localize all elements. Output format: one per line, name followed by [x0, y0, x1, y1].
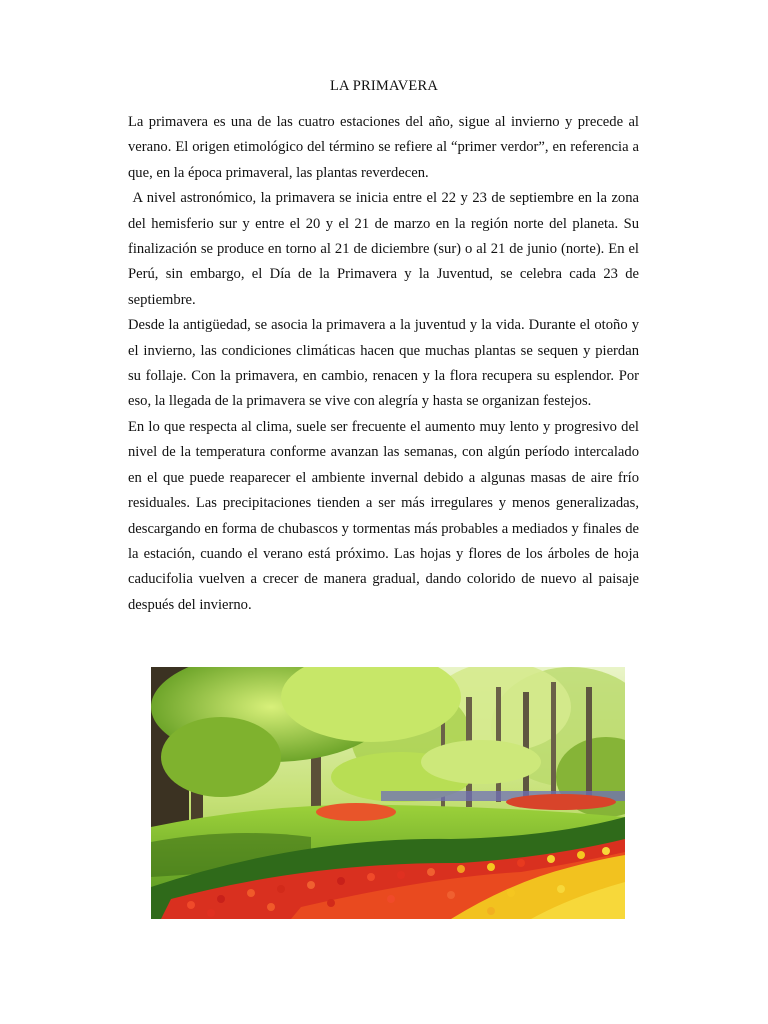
paragraph-definition: La primavera es una de las cuatro estaciones del año, sigue al invierno y precede al verano. El origen etimológico del término se refiere al “primer verdor”, en referencia a que, en la época primaveral, las plantas reverdecen.: [128, 114, 639, 181]
paragraph-climate: En lo que respecta al clima, suele ser frecuente el aumento muy lento y progresivo del nivel de la temperatura conforme avanzan las semanas, con algún período intercalado en el que puede reaparecer el ambiente invernal debido a algunas masas de aire frío residuales. Las precipitaciones tienden a ser más irregulares y menos generalizadas, descargando en forma de chubascos y tormentas más probables a mediados y finales de la estación, cuando el verano está próximo. Las hojas y flores de los árboles de hoja caducifolia vuelven a crecer de manera gradual, dando colorido de nuevo al paisaje después del invierno.: [128, 418, 639, 613]
paragraph-history: Desde la antigüedad, se asocia la primavera a la juventud y la vida. Durante el otoño y el invierno, las condiciones climáticas hacen que muchas plantas se sequen y pierdan su follaje. Con la primavera, en cambio, renacen y la flora recupera su esplendor. Por eso, la llegada de la primavera se vive con alegría y hasta se organizan festejos.: [128, 317, 639, 410]
paragraph-astronomy: A nivel astronómico, la primavera se inicia entre el 22 y 23 de septiembre en la zona del hemisferio sur y entre el 20 y el 21 de marzo en la región norte del planeta. Su finalización se produce en torno al 21 de diciembre (sur) o al 21 de junio (norte). En el Perú, sin embargo, el Día de la Primavera y la Juventud, se celebra cada 23 de septiembre.: [128, 190, 639, 308]
document-body: [128, 110, 639, 618]
document-title: LA PRIMAVERA: [329, 78, 439, 94]
mid-flower-bed: [316, 803, 396, 821]
spring-garden-photo: [151, 667, 625, 919]
